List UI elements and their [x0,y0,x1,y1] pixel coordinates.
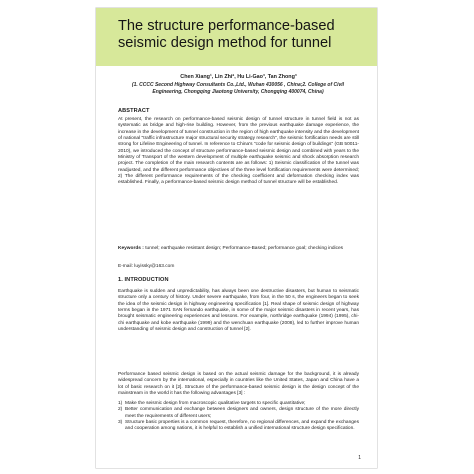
list-item: 2) Better communication and exchange between designers and owners, design structure of the more directly meet the requirements of different users; [118,407,359,419]
author-list: Chen Xiang¹, Lin Zhi², Hu Li-Gao³, Tan Zhong³ [180,74,297,80]
introduction-heading: 1. INTRODUCTION [118,277,169,283]
advantages-list [118,401,359,433]
abstract-text: At present, the research on performance-based seismic design of tunnel structure in tunnel field is not as systematic as bridge and high-rise building. However, from the previous earthquake damage experience, the increase in the development of tunnel construction in the region of high earthquake intensity and the development of national "traffic infrastructure major structural security strategy research", the seismic fortification needs are still strong for Lifeline Engineering of tunnel. In reference to China's "code for seismic design of buildings" (GB 50011-2010), we introduced the concept of structure performance-based seismic design and combined with years to the Ministry of Transport of the western development of multiple earthquake seismic and shock absorption research project. The completion of the main research contents are as follows: 1) Seismic classification of the tunnel was readjusted, and the different performance objectives of the three level fortification requirements were determined; 2) The different performance requirements of the checking coefficient and deformation checking index was established. Finally, a performance-based seismic design method of tunnel structure will be established. [118,117,359,186]
page-number: 1 [358,455,361,461]
list-item: 3) Structure basic properties is a common request, therefore, no regional differences, and expand the exchanges and cooperation among nations, it is helpful to establish a unified international structure design specification. [118,420,359,432]
title-band [96,8,377,66]
paper-page [96,8,377,468]
intro-paragraph-2: Performance based seismic design is based on the actual seismic damage for the background, it is already widespread concern by the international, especially in countries like the United States, Japan and China have a lot of basic research on it [2]. Structure of the performance-based seismic design is the design concept of the mainstream in the world it has the following advantages [3] : [118,372,359,397]
keywords-text: tunnel; earthquake resistant design; Performance-Based; performance goal; checking indices [145,246,344,251]
keywords [118,246,359,252]
paper-title: The structure performance-based seismic design method for tunnel [118,18,335,51]
abstract-heading: ABSTRACT [118,108,150,114]
affiliation: (1. CCCC Second Highway Consultants Co.,Ltd., Wuhan 430056 , China;2. College of Civil Engineering, Chongqing Jiaotong University, Chongqing 400074, China) [131,82,345,95]
intro-paragraph-1: Earthquake is sudden and unpredictability, has always been one destructive disasters, but human to seismatic structure only a century of history. Under severe earthquake, from four, in the 50 s, the engineers began to seek the idea of the seismic design in highway engineering specification [1]. Real shape of seismic design of highway terms began in the 1971 SAN fernando earthquake, in some of the major seismic disasters in recent years, has brought seismatic engineering experiences and lessons. For example, northridge earthquake (1994) (1995), chi-chi earthquake and kobe earthquake (1999) and the wenchuan earthquake (2008), led to further improve human understanding of seismic design and construction of tunnel [2]. [118,289,359,333]
keywords-label: Keywords : [118,246,144,251]
email: E-mail: luyissky@163.com [118,264,175,269]
list-item: 1) Make the seismic design from macroscopic qualitative targets to specific quantitative; [118,401,306,406]
